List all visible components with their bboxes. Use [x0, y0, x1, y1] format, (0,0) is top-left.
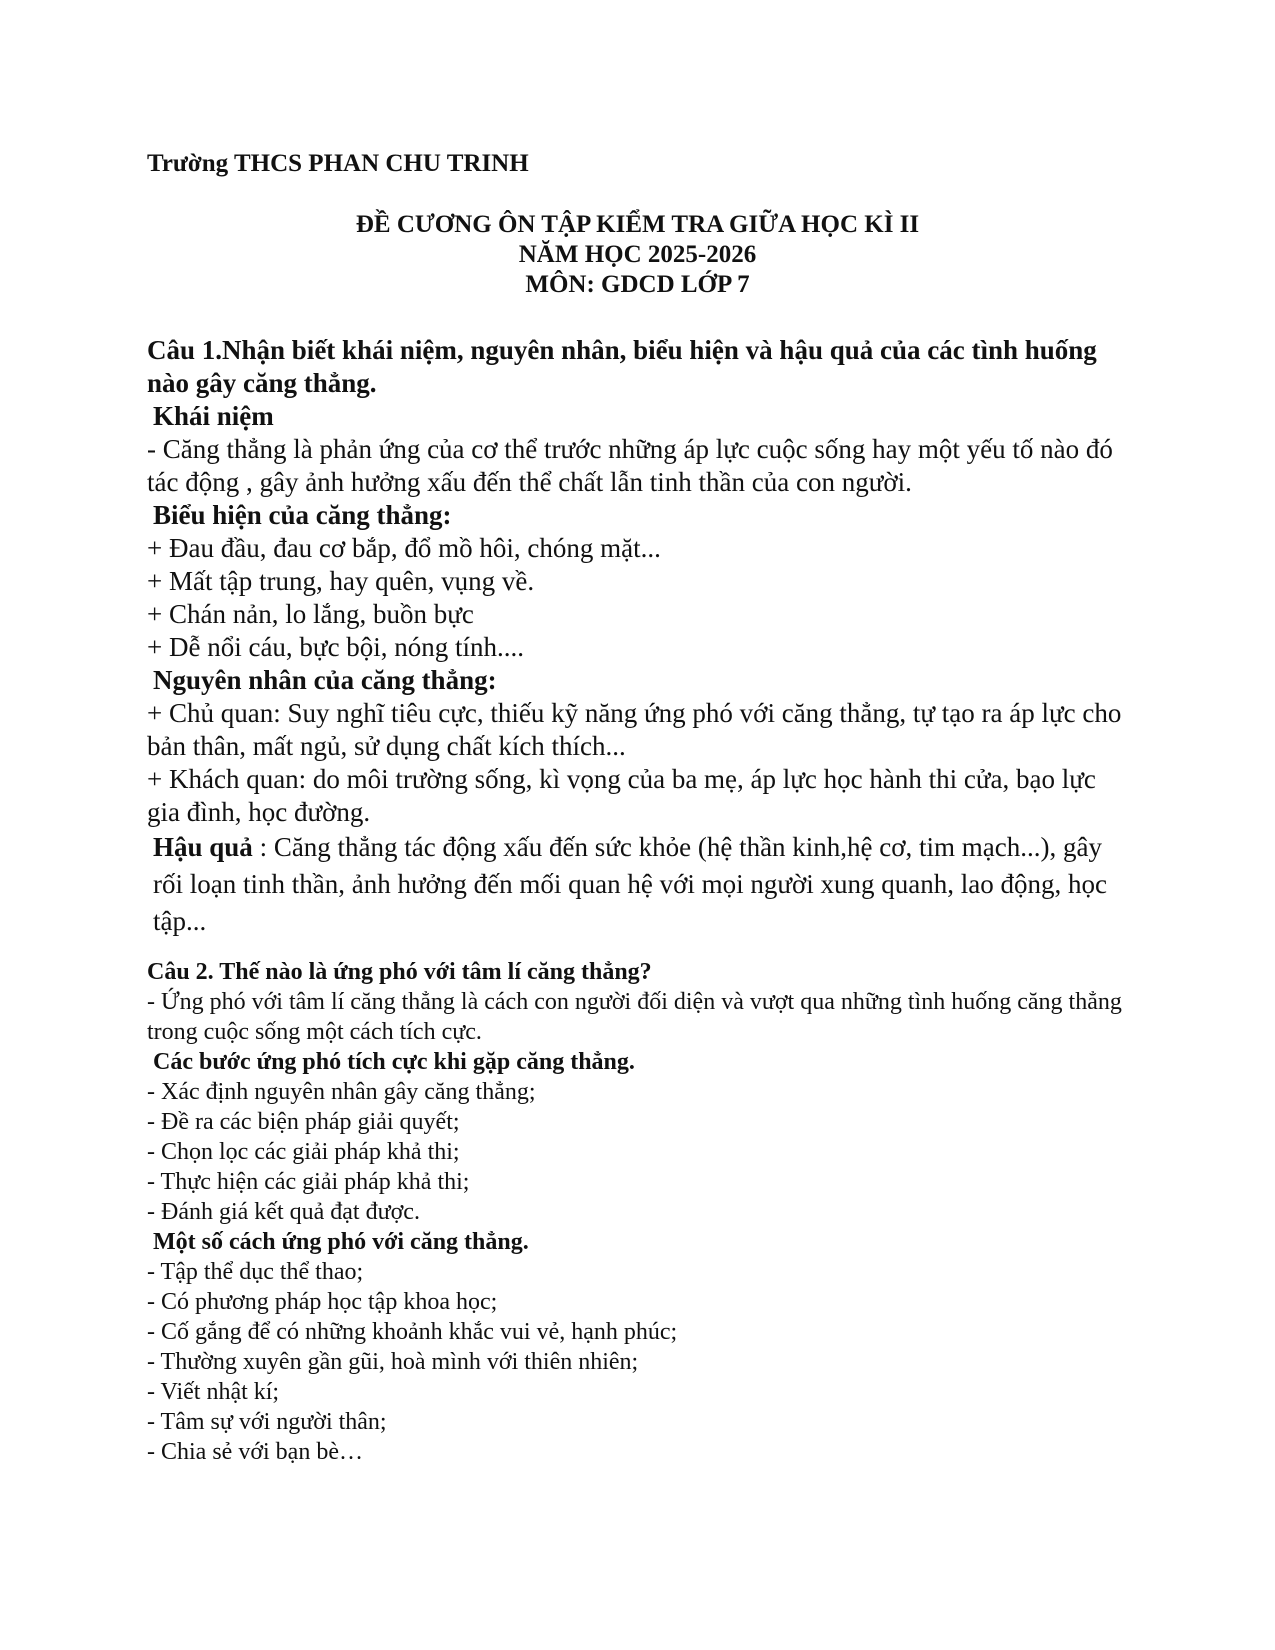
question-1-heading: Câu 1.Nhận biết khái niệm, nguyên nhân, biểu hiện và hậu quả của các tình huống nào gây căng thẳng.	[147, 335, 1097, 398]
way-item: - Chia sẻ với bạn bè…	[147, 1439, 363, 1465]
ways-heading: Một số cách ứng phó với căng thẳng.	[153, 1229, 529, 1255]
sign-item: + Chán nản, lo lắng, buồn bực	[147, 599, 474, 629]
effects-text: : Căng thẳng tác động xấu đến sức khỏe (hệ thần kinh,hệ cơ, tim mạch...), gây rối loạn tinh thần, ảnh hưởng đến mối quan hệ với mọi người xung quanh, lao động, học tập...	[153, 832, 1107, 936]
subject-line: MÔN: GDCD LỚP 7	[525, 271, 750, 298]
step-item: - Đánh giá kết quả đạt được.	[147, 1199, 420, 1225]
effects-paragraph	[147, 829, 1127, 940]
step-item: - Thực hiện các giải pháp khả thi;	[147, 1169, 470, 1195]
document-title: ĐỀ CƯƠNG ÔN TẬP KIỂM TRA GIỮA HỌC KÌ II	[355, 211, 920, 238]
coping-definition: - Ứng phó với tâm lí căng thẳng là cách con người đối diện và vượt qua những tình huống căng thẳng trong cuộc sống một cách tích cực.	[147, 989, 1122, 1045]
way-item: - Tập thể dục thể thao;	[147, 1259, 364, 1285]
causes-heading: Nguyên nhân của căng thẳng:	[153, 665, 497, 695]
step-item: - Xác định nguyên nhân gây căng thẳng;	[147, 1079, 536, 1105]
document-title-block	[0, 210, 1275, 300]
school-name: Trường THCS PHAN CHU TRINH	[147, 150, 529, 177]
way-item: - Viết nhật kí;	[147, 1379, 280, 1405]
step-item: - Đề ra các biện pháp giải quyết;	[147, 1109, 460, 1135]
step-item: - Chọn lọc các giải pháp khả thi;	[147, 1139, 460, 1165]
way-item: - Tâm sự với người thân;	[147, 1409, 387, 1435]
school-year: NĂM HỌC 2025-2026	[518, 241, 757, 268]
way-item: - Cố gắng để có những khoảnh khắc vui vẻ, hạnh phúc;	[147, 1319, 678, 1345]
question-1-section	[147, 334, 1127, 940]
concept-text: - Căng thẳng là phản ứng của cơ thể trước những áp lực cuộc sống hay một yếu tố nào đó tác động , gây ảnh hưởng xấu đến thể chất lẫn tinh thần của con người.	[147, 434, 1113, 497]
sign-item: + Dễ nổi cáu, bực bội, nóng tính....	[147, 632, 525, 662]
signs-heading: Biểu hiện của căng thẳng:	[153, 500, 452, 530]
effects-heading: Hậu quả	[153, 832, 253, 862]
question-2-section	[147, 957, 1127, 1467]
way-item: - Có phương pháp học tập khoa học;	[147, 1289, 498, 1315]
question-2-heading: Câu 2. Thế nào là ứng phó với tâm lí căng thẳng?	[147, 959, 652, 985]
cause-item: + Khách quan: do môi trường sống, kì vọng của ba mẹ, áp lực học hành thi cửa, bạo lực gia đình, học đường.	[147, 764, 1096, 827]
way-item: - Thường xuyên gần gũi, hoà mình với thiên nhiên;	[147, 1349, 639, 1375]
concept-heading: Khái niệm	[153, 401, 274, 431]
cause-item: + Chủ quan: Suy nghĩ tiêu cực, thiếu kỹ năng ứng phó với căng thẳng, tự tạo ra áp lực cho bản thân, mất ngủ, sử dụng chất kích thích...	[147, 698, 1122, 761]
sign-item: + Mất tập trung, hay quên, vụng về.	[147, 566, 535, 596]
sign-item: + Đau đầu, đau cơ bắp, đổ mồ hôi, chóng mặt...	[147, 533, 661, 563]
steps-heading: Các bước ứng phó tích cực khi gặp căng thẳng.	[153, 1049, 635, 1075]
